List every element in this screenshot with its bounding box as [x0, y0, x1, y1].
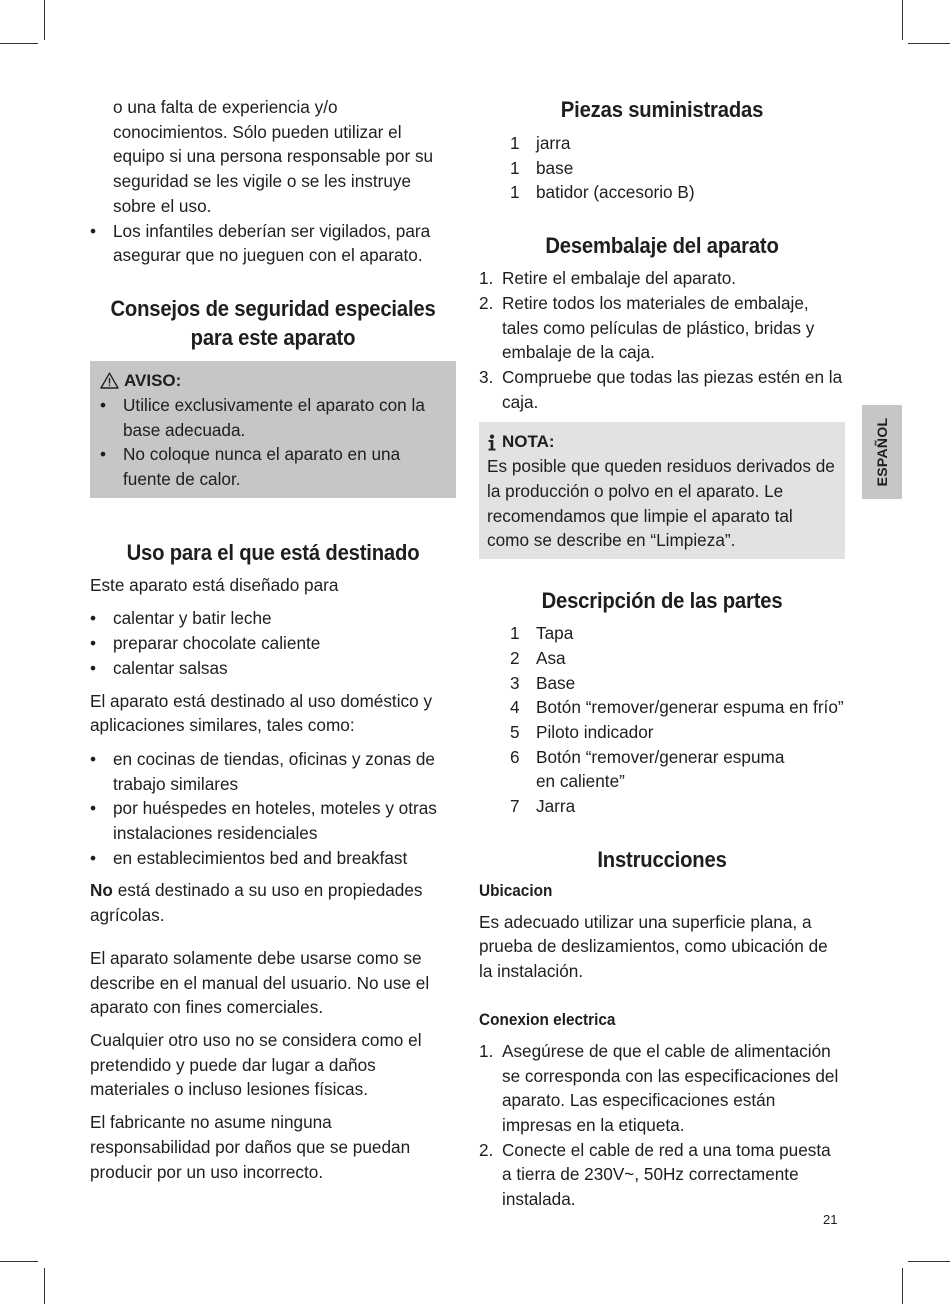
electric-subheading: Conexion electrica	[479, 1010, 616, 1029]
list-item: • Los infantiles deberían ser vigilados, para asegurar que no jueguen con el aparato.	[90, 220, 431, 266]
list-item: 6 Botón “remover/generar espuma en caliente”	[510, 746, 785, 792]
right-column	[479, 95, 845, 1212]
paragraph: Cualquier otro uso no se considera como el pretendido y puede dar lugar a daños materiales o incluso lesiones físicas.	[90, 1029, 422, 1100]
list-item: • Utilice exclusivamente el aparato con la base adecuada.	[100, 394, 425, 440]
crop-mark	[902, 0, 903, 40]
list-item: 2. Retire todos los materiales de embalaje, tales como películas de plástico, bridas y embalaje de la caja.	[479, 292, 815, 363]
location-subheading: Ubicacion	[479, 881, 553, 900]
warning-triangle-icon	[100, 372, 119, 389]
language-tab: ESPAÑOL	[862, 405, 902, 499]
list-item: • preparar chocolate caliente	[90, 633, 321, 654]
intended-use-list	[90, 606, 456, 680]
warning-list	[100, 393, 446, 492]
note-text: Es posible que queden residuos derivados de la producción o polvo en el aparato. Le recomendamos que limpie el aparato tal como se describe en “Limpieza”.	[487, 456, 835, 551]
list-item: 1. Retire el embalaje del aparato.	[479, 268, 737, 289]
list-item: 2 Asa	[510, 647, 566, 668]
list-item: 2. Conecte el cable de red a una toma puesta a tierra de 230V~, 50Hz correctamente instalada.	[479, 1139, 831, 1210]
list-item: 4 Botón “remover/generar espuma en frío”	[510, 697, 844, 718]
list-item: 1 batidor (accesorio B)	[510, 182, 695, 203]
list-item: • calentar salsas	[90, 657, 228, 678]
list-item: • por huéspedes en hoteles, moteles y otras instalaciones residenciales	[90, 798, 437, 844]
crop-mark	[0, 1261, 38, 1262]
location-text: Es adecuado utilizar una superficie plana, a prueba de deslizamientos, como ubicación de la instalación.	[479, 911, 828, 982]
supplied-heading: Piezas suministradas	[560, 97, 764, 122]
intended-use-intro: Este aparato está diseñado para	[90, 574, 339, 595]
list-item: 7 Jarra	[510, 796, 576, 817]
list-item: 5 Piloto indicador	[510, 721, 654, 742]
not-agricultural-text: No está destinado a su uso en propiedades agrícolas.	[90, 880, 423, 926]
intro-bullet-list	[90, 219, 456, 268]
paragraph: El fabricante no asume ninguna responsabilidad por daños que se puedan producir por un uso incorrecto.	[90, 1112, 411, 1182]
domestic-text: El aparato está destinado al uso doméstico y aplicaciones similares, tales como:	[90, 690, 433, 736]
list-item: 1. Asegúrese de que el cable de alimentación se corresponda con las especificaciones del aparato. Las especificaciones están impresas en la etiqueta.	[479, 1040, 839, 1135]
list-item: 3 Base	[510, 672, 576, 693]
unpacking-steps	[479, 266, 845, 414]
crop-mark	[44, 0, 45, 40]
info-icon	[487, 434, 497, 451]
list-item: 1 base	[510, 157, 574, 178]
unpacking-heading: Desembalaje del aparato	[545, 233, 779, 259]
paragraph: El aparato solamente debe usarse como se describe en el manual del usuario. No use el aparato con fines comerciales.	[90, 947, 430, 1018]
warning-label: AVISO:	[124, 370, 182, 390]
domestic-list	[90, 747, 456, 871]
list-item: 1 Tapa	[510, 623, 574, 644]
list-item: • No coloque nunca el aparato en una fuente de calor.	[100, 444, 401, 490]
note-box	[479, 422, 845, 559]
warning-box	[90, 361, 456, 498]
left-column	[90, 95, 456, 1184]
crop-mark	[908, 43, 950, 44]
list-item: • en cocinas de tiendas, oficinas y zonas de trabajo similares	[90, 748, 435, 794]
crop-mark	[908, 1261, 950, 1262]
intro-continued: o una falta de experiencia y/o conocimientos. Sólo pueden utilizar el equipo si una persona responsable por su seguridad se les vigile o se les instruye sobre el uso.	[113, 97, 434, 216]
supplied-list	[479, 131, 845, 205]
crop-mark	[44, 1268, 45, 1304]
crop-mark	[902, 1268, 903, 1304]
instructions-heading: Instrucciones	[597, 846, 727, 872]
parts-list	[479, 621, 845, 819]
electric-steps	[479, 1039, 845, 1212]
list-item: • en establecimientos bed and breakfast	[90, 847, 408, 868]
intended-use-heading: Uso para el que está destinado	[126, 539, 420, 565]
page-number: 21	[823, 1212, 838, 1227]
crop-mark	[0, 43, 38, 44]
list-item: 1 jarra	[510, 133, 571, 153]
safety-heading: Consejos de seguridad especiales para este aparato	[110, 295, 436, 350]
parts-heading: Descripción de las partes	[541, 588, 783, 614]
note-label: NOTA:	[502, 432, 555, 452]
list-item: • calentar y batir leche	[90, 608, 272, 629]
list-item: 3. Compruebe que todas las piezas estén en la caja.	[479, 366, 843, 412]
